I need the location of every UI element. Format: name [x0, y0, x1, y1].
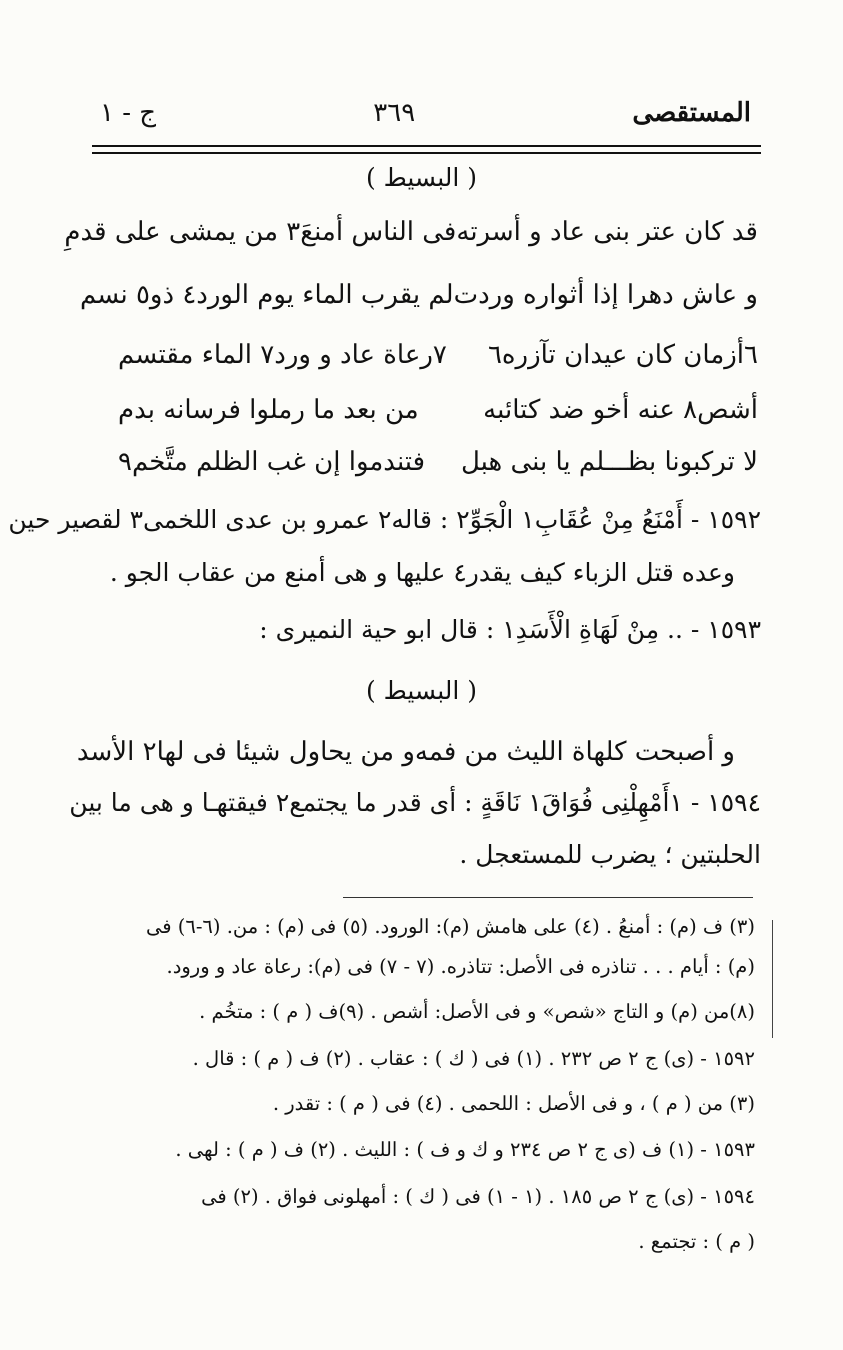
verse-second-hemistich: لم يقرب الماء يوم الورد٤ ذو٥ نسم — [79, 280, 454, 310]
running-header — [100, 88, 751, 138]
verse-first-hemistich: أشص٨ عنه أخو ضد كتائبه — [483, 395, 758, 425]
verse-first-hemistich: قد كان عتر بنى عاد و أسرته — [456, 217, 758, 247]
verse-first-hemistich: و أصبحت كلهاة الليث من فمه — [414, 737, 735, 767]
entry-line: وعده قتل الزباء كيف يقدر٤ عليها و هى أمنع من عقاب الجو . — [109, 558, 735, 587]
verse-line — [76, 727, 735, 777]
page-number: ٣٦٩ — [373, 98, 416, 128]
verse-second-hemistich: فتندموا إن غب الظلم متَّخم٩ — [118, 447, 426, 477]
verse-line — [79, 270, 758, 320]
footnote-line: (م) : أيام . . . تناذره فى الأصل: تتاذره. (٧ - ٧) فى (م): رعاة عاد و ورود. — [166, 955, 755, 978]
footnote-margin-bracket — [772, 920, 787, 1038]
meter-label: ( البسيط ) — [365, 676, 478, 705]
footnote-line: ١٥٩٢ - (ى) ج ٢ ص ٢٣٢ . (١) فى ( ك ) : عقاب . (٢) ف ( م ) : قال . — [192, 1047, 755, 1070]
verse-second-hemistich: فى الناس أمنعَ٣ من يمشى على قدمِ — [64, 217, 457, 247]
footnote-separator — [343, 897, 753, 898]
verse-first-hemistich: لا تركبونا بظـــلم يا بنى هبل — [460, 447, 758, 477]
verse-first-hemistich: و عاش دهرا إذا أثواره وردت — [453, 280, 758, 310]
verse-second-hemistich: و من يحاول شيئا فى لها٢ الأسد — [76, 737, 415, 767]
footnote-line: (٣) ف (م) : أمنعُ . (٤) على هامش (م): الورود. (٥) فى (م) : من. (٦-٦) فى — [145, 915, 755, 938]
header-rule-double — [92, 152, 761, 154]
verse-line — [118, 330, 758, 380]
footnote-line: ١٥٩٤ - (ى) ج ٢ ص ١٨٥ . (١ - ١) فى ( ك ) : أمهلونى فواق . (٢) فى — [201, 1185, 755, 1208]
verse-line — [64, 207, 758, 257]
footnote-line: ( م ) : تجتمع . — [638, 1230, 755, 1253]
book-title: المستقصى — [632, 98, 751, 128]
entry-line: ١٥٩٣ - .. مِنْ لَهَاةِ الْأَسَدِ١ : قال ابو حية النميرى : — [259, 615, 761, 644]
verse-line — [118, 437, 758, 487]
meter-label: ( البسيط ) — [365, 163, 478, 192]
verse-second-hemistich: من بعد ما رملوا فرسانه بدم — [118, 395, 419, 425]
footnote-line: ١٥٩٣ - (١) ف (ى ج ٢ ص ٢٣٤ و ك و ف ) : الليث . (٢) ف ( م ) : لهى . — [175, 1138, 755, 1161]
header-rule — [92, 145, 761, 147]
entry-line: الحلبتين ؛ يضرب للمستعجل . — [459, 840, 761, 869]
footnote-line: (٨)من (م) و التاج «شص» و فى الأصل: أشص . (٩)ف ( م ) : متخُم . — [199, 1000, 755, 1023]
entry-line: ١٥٩٤ - ١أَمْهِلْنِى فُوَاقَ١ نَاقَةٍ : أى قدر ما يجتمع٢ فيقتهـا و هى ما بين — [69, 788, 761, 817]
volume-number: ج - ١ — [100, 98, 157, 128]
entry-line: ١٥٩٢ - أَمْنَعُ مِنْ عُقَابِ١ الْجَوِّ٢ : قاله٢ عمرو بن عدى اللخمى٣ لقصير حين — [8, 505, 761, 534]
verse-line — [118, 385, 758, 435]
footnote-line: (٣) من ( م ) ، و فى الأصل : اللحمى . (٤) فى ( م ) : تقدر . — [272, 1092, 755, 1115]
verse-first-hemistich: ٦أزمان كان عيدان تآزره٦ — [487, 340, 758, 370]
verse-second-hemistich: ٧رعاة عاد و ورد٧ الماء مقتسم — [118, 340, 447, 370]
